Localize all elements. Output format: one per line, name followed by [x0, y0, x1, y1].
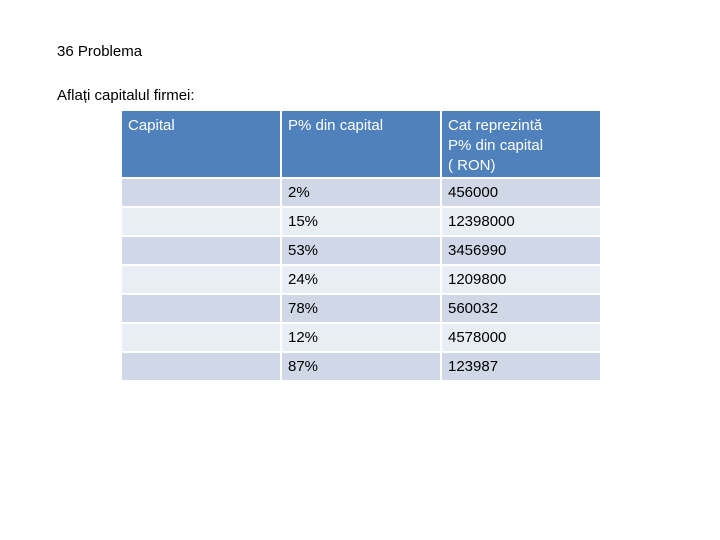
table-row: [121, 265, 601, 294]
table-row: [121, 178, 601, 207]
cell-amount: 123987: [441, 352, 601, 381]
problem-title: 36 Problema: [57, 43, 143, 60]
cell-capital: [121, 265, 281, 294]
cell-percent: 12%: [281, 323, 441, 352]
header-amount-line-3: ( RON): [448, 157, 496, 174]
cell-capital: [121, 207, 281, 236]
header-amount: [441, 110, 601, 178]
header-amount-line-1: Cat reprezintă: [448, 117, 543, 134]
cell-amount: 456000: [441, 178, 601, 207]
cell-percent: 53%: [281, 236, 441, 265]
table-row: [121, 352, 601, 381]
table-row: [121, 294, 601, 323]
table-row: [121, 236, 601, 265]
cell-percent: 78%: [281, 294, 441, 323]
cell-amount: 1209800: [441, 265, 601, 294]
cell-capital: [121, 323, 281, 352]
capital-table: [120, 109, 602, 382]
problem-prompt: Aflați capitalul firmei:: [57, 87, 195, 104]
cell-percent: 15%: [281, 207, 441, 236]
cell-percent: 24%: [281, 265, 441, 294]
table-row: [121, 323, 601, 352]
cell-amount: 12398000: [441, 207, 601, 236]
cell-amount: 560032: [441, 294, 601, 323]
header-amount-line-2: P% din capital: [448, 137, 544, 154]
cell-amount: 3456990: [441, 236, 601, 265]
cell-percent: 87%: [281, 352, 441, 381]
cell-amount: 4578000: [441, 323, 601, 352]
header-capital: Capital: [121, 110, 281, 178]
header-percent: P% din capital: [281, 110, 441, 178]
cell-percent: 2%: [281, 178, 441, 207]
cell-capital: [121, 236, 281, 265]
cell-capital: [121, 178, 281, 207]
table-header-row: [121, 110, 601, 178]
table-row: [121, 207, 601, 236]
cell-capital: [121, 352, 281, 381]
cell-capital: [121, 294, 281, 323]
